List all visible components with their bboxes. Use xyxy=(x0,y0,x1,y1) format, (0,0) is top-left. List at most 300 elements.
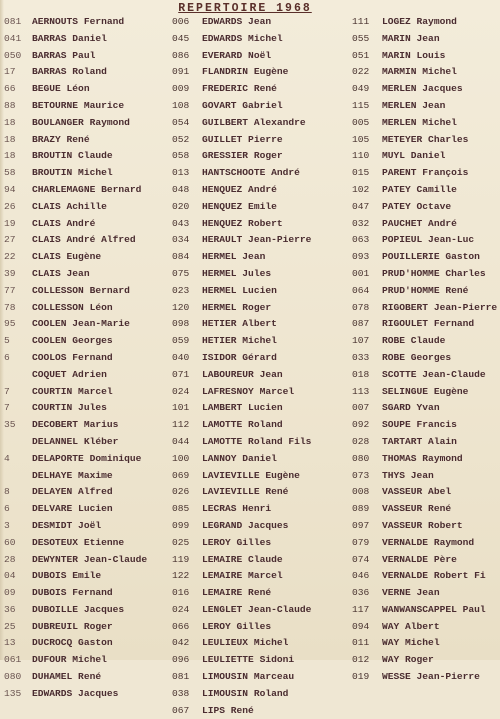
entry-number: 092 xyxy=(352,419,370,431)
directory-entry xyxy=(352,48,498,65)
entry-name: WAY Michel xyxy=(382,637,440,649)
directory-entry xyxy=(352,568,498,585)
entry-name: LAMOTTE Roland Fils xyxy=(202,435,312,447)
directory-entry xyxy=(352,518,498,535)
entry-name: ROBE Claude xyxy=(382,335,446,347)
entry-name: MARIN Jean xyxy=(382,32,440,44)
entry-name: ISIDOR Gérard xyxy=(202,351,277,363)
entry-name: FREDERIC René xyxy=(202,83,277,95)
entry-name: POPIEUL Jean-Luc xyxy=(382,234,475,246)
directory-entry xyxy=(172,115,352,132)
directory-entry xyxy=(172,468,352,485)
directory-entry xyxy=(172,619,352,636)
entry-number: 58 xyxy=(4,167,16,179)
directory-entry xyxy=(4,182,170,199)
entry-number: 032 xyxy=(352,217,370,229)
entry-number: 60 xyxy=(4,536,16,548)
directory-entry xyxy=(4,417,170,434)
entry-number: 040 xyxy=(172,351,190,363)
directory-entry xyxy=(172,98,352,115)
directory-entry xyxy=(352,400,498,417)
entry-number: 087 xyxy=(352,318,370,330)
entry-number: 108 xyxy=(172,99,190,111)
entry-number: 39 xyxy=(4,267,16,279)
directory-entry xyxy=(352,148,498,165)
directory-entry xyxy=(4,14,170,31)
entry-number: 5 xyxy=(4,335,10,347)
entry-number: 064 xyxy=(352,284,370,296)
entry-name: DUHAMEL René xyxy=(32,671,102,683)
entry-number: 120 xyxy=(172,301,190,313)
entry-name: HANTSCHOOTE André xyxy=(202,167,300,179)
directory-entry xyxy=(4,367,170,384)
entry-number: 110 xyxy=(352,150,370,162)
directory-entry xyxy=(352,266,498,283)
page-title: REPERTOIRE 1968 xyxy=(178,2,312,15)
directory-entry xyxy=(172,81,352,98)
entry-name: LEGRAND Jacques xyxy=(202,519,289,531)
entry-name: PAUCHET André xyxy=(382,217,457,229)
entry-name: EVERARD Noël xyxy=(202,49,272,61)
directory-entry xyxy=(172,300,352,317)
entry-number: 102 xyxy=(352,183,370,195)
directory-entry xyxy=(352,417,498,434)
entry-number: 25 xyxy=(4,620,16,632)
directory-entry xyxy=(172,199,352,216)
entry-number: 036 xyxy=(352,587,370,599)
entry-number: 041 xyxy=(4,32,22,44)
entry-number: 6 xyxy=(4,503,10,515)
entry-name: RIGOBERT Jean-Pierre xyxy=(382,301,498,313)
entry-number: 122 xyxy=(172,570,190,582)
directory-entry xyxy=(4,400,170,417)
directory-entry xyxy=(4,585,170,602)
entry-name: GRESSIER Roger xyxy=(202,150,283,162)
entry-number: 022 xyxy=(352,66,370,78)
entry-name: ROBE Georges xyxy=(382,351,452,363)
entry-name: COURTIN Jules xyxy=(32,402,107,414)
entry-name: GOVART Gabriel xyxy=(202,99,283,111)
entry-number: 067 xyxy=(172,704,190,716)
entry-name: METEYER Charles xyxy=(382,133,469,145)
entry-number: 081 xyxy=(172,671,190,683)
directory-entry xyxy=(352,585,498,602)
entry-number: 018 xyxy=(352,368,370,380)
entry-name: SCOTTE Jean-Claude xyxy=(382,368,486,380)
entry-number: 28 xyxy=(4,553,16,565)
directory-entry xyxy=(4,132,170,149)
directory-entry xyxy=(352,635,498,652)
entry-name: VASSEUR René xyxy=(382,503,452,515)
directory-entry xyxy=(172,216,352,233)
directory-entry xyxy=(352,535,498,552)
directory-entry xyxy=(4,48,170,65)
directory-entry xyxy=(4,199,170,216)
entry-name: PATEY Camille xyxy=(382,183,457,195)
entry-number: 063 xyxy=(352,234,370,246)
entry-number: 042 xyxy=(172,637,190,649)
entry-number: 059 xyxy=(172,335,190,347)
entry-number: 038 xyxy=(172,687,190,699)
directory-entry xyxy=(352,98,498,115)
entry-name: HERMEL Jean xyxy=(202,251,266,263)
entry-name: COLLESSON Léon xyxy=(32,301,113,313)
entry-number: 098 xyxy=(172,318,190,330)
entry-number: 024 xyxy=(172,603,190,615)
directory-entry xyxy=(352,283,498,300)
entry-number: 17 xyxy=(4,66,16,78)
entry-number: 034 xyxy=(172,234,190,246)
entry-name: BARRAS Daniel xyxy=(32,32,107,44)
directory-entry xyxy=(172,417,352,434)
directory-entry xyxy=(352,552,498,569)
entry-number: 95 xyxy=(4,318,16,330)
entry-number: 27 xyxy=(4,234,16,246)
directory-entry xyxy=(352,182,498,199)
entry-name: LIPS René xyxy=(202,704,254,716)
directory-entry xyxy=(172,669,352,686)
directory-entry xyxy=(4,115,170,132)
directory-entry xyxy=(352,316,498,333)
directory-entry xyxy=(352,199,498,216)
directory-entry xyxy=(172,165,352,182)
entry-number: 22 xyxy=(4,251,16,263)
entry-name: LAVIEVILLE Eugène xyxy=(202,469,300,481)
entry-name: LIMOUSIN Marceau xyxy=(202,671,295,683)
entry-number: 097 xyxy=(352,519,370,531)
entry-number: 024 xyxy=(172,385,190,397)
entry-number: 77 xyxy=(4,284,16,296)
entry-name: CLAIS Achille xyxy=(32,200,107,212)
entry-name: SGARD Yvan xyxy=(382,402,440,414)
entry-number: 19 xyxy=(4,217,16,229)
entry-name: WAY Albert xyxy=(382,620,440,632)
entry-number: 052 xyxy=(172,133,190,145)
entry-number: 09 xyxy=(4,587,16,599)
entry-name: LANNOY Daniel xyxy=(202,452,277,464)
entry-name: LIMOUSIN Roland xyxy=(202,687,289,699)
entry-name: HETIER Michel xyxy=(202,335,277,347)
directory-entry xyxy=(172,350,352,367)
directory-entry xyxy=(352,652,498,669)
entry-name: POUILLERIE Gaston xyxy=(382,251,480,263)
entry-name: DUCROCQ Gaston xyxy=(32,637,113,649)
entry-name: BRAZY René xyxy=(32,133,90,145)
entry-name: LEMAIRE René xyxy=(202,587,272,599)
entry-name: HERAULT Jean-Pierre xyxy=(202,234,312,246)
directory-entry xyxy=(352,115,498,132)
entry-name: LECRAS Henri xyxy=(202,503,272,515)
entry-name: LEULIETTE Sidoni xyxy=(202,654,295,666)
directory-entry xyxy=(4,635,170,652)
entry-number: 18 xyxy=(4,116,16,128)
entry-number: 061 xyxy=(4,654,22,666)
directory-entry xyxy=(172,400,352,417)
directory-entry xyxy=(4,501,170,518)
entry-number: 013 xyxy=(172,167,190,179)
entry-name: BARRAS Paul xyxy=(32,49,96,61)
directory-entry xyxy=(172,384,352,401)
directory-entry xyxy=(4,468,170,485)
entry-number: 079 xyxy=(352,536,370,548)
directory-entry xyxy=(172,64,352,81)
entry-number: 66 xyxy=(4,83,16,95)
entry-number: 050 xyxy=(4,49,22,61)
entry-name: LABOUREUR Jean xyxy=(202,368,283,380)
entry-name: VERNALDE Robert Fi xyxy=(382,570,486,582)
entry-name: COQUET Adrien xyxy=(32,368,107,380)
entry-name: MERLEN Michel xyxy=(382,116,457,128)
directory-entry xyxy=(172,652,352,669)
directory-entry xyxy=(4,300,170,317)
entry-number: 054 xyxy=(172,116,190,128)
entry-name: BETOURNE Maurice xyxy=(32,99,125,111)
directory-entry xyxy=(172,316,352,333)
entry-number: 016 xyxy=(172,587,190,599)
entry-number: 8 xyxy=(4,486,10,498)
directory-entry xyxy=(172,283,352,300)
entry-number: 3 xyxy=(4,519,10,531)
entry-name: LEROY Gilles xyxy=(202,536,272,548)
entry-name: MERLEN Jacques xyxy=(382,83,463,95)
entry-number: 020 xyxy=(172,200,190,212)
entry-name: LAMOTTE Roland xyxy=(202,419,283,431)
directory-entry xyxy=(4,602,170,619)
entry-number: 18 xyxy=(4,150,16,162)
entry-number: 18 xyxy=(4,133,16,145)
directory-entry xyxy=(352,367,498,384)
entry-name: MERLEN Jean xyxy=(382,99,446,111)
directory-entry xyxy=(352,165,498,182)
entry-name: DEWYNTER Jean-Claude xyxy=(32,553,148,565)
entry-name: TARTART Alain xyxy=(382,435,457,447)
entry-number: 099 xyxy=(172,519,190,531)
entry-name: DUBOIS Fernand xyxy=(32,587,113,599)
directory-entry xyxy=(4,249,170,266)
entry-number: 011 xyxy=(352,637,370,649)
entry-number: 080 xyxy=(352,452,370,464)
directory-entry xyxy=(352,468,498,485)
entry-name: HERMEL Roger xyxy=(202,301,272,313)
entry-number: 033 xyxy=(352,351,370,363)
entry-name: DESOTEUX Etienne xyxy=(32,536,125,548)
directory-entry xyxy=(172,635,352,652)
entry-name: DELVARE Lucien xyxy=(32,503,113,515)
directory-entry xyxy=(352,232,498,249)
directory-entry xyxy=(172,602,352,619)
entry-name: MARMIN Michel xyxy=(382,66,457,78)
entry-number: 071 xyxy=(172,368,190,380)
directory-entry xyxy=(352,384,498,401)
entry-name: CLAIS Jean xyxy=(32,267,90,279)
directory-entry xyxy=(4,216,170,233)
entry-name: DELANNEL Kléber xyxy=(32,435,119,447)
entry-name: LEMAIRE Marcel xyxy=(202,570,283,582)
entry-number: 093 xyxy=(352,251,370,263)
directory-entry xyxy=(4,81,170,98)
directory-entry xyxy=(172,451,352,468)
directory-entry xyxy=(172,14,352,31)
entry-number: 113 xyxy=(352,385,370,397)
entry-name: WAY Roger xyxy=(382,654,434,666)
entry-name: VASSEUR Robert xyxy=(382,519,463,531)
entry-number: 089 xyxy=(352,503,370,515)
entry-number: 048 xyxy=(172,183,190,195)
entry-name: AERNOUTS Fernand xyxy=(32,16,125,27)
entry-name: CLAIS Eugène xyxy=(32,251,102,263)
entry-name: LENGLET Jean-Claude xyxy=(202,603,312,615)
entry-number: 111 xyxy=(352,16,370,27)
entry-name: COURTIN Marcel xyxy=(32,385,113,397)
entry-name: VERNE Jean xyxy=(382,587,440,599)
entry-number: 025 xyxy=(172,536,190,548)
entry-name: EDWARDS Michel xyxy=(202,32,283,44)
entry-number: 049 xyxy=(352,83,370,95)
directory-entry xyxy=(172,333,352,350)
directory-entry xyxy=(4,568,170,585)
entry-name: WESSE Jean-Pierre xyxy=(382,671,480,683)
directory-entry xyxy=(4,98,170,115)
entry-number: 046 xyxy=(352,570,370,582)
entry-name: HERMEL Jules xyxy=(202,267,272,279)
entry-number: 04 xyxy=(4,570,16,582)
entry-name: HERMEL Lucien xyxy=(202,284,277,296)
entry-number: 94 xyxy=(4,183,16,195)
directory-entry xyxy=(172,703,352,719)
entry-name: BROUTIN Claude xyxy=(32,150,113,162)
entry-number: 001 xyxy=(352,267,370,279)
directory-entry xyxy=(4,552,170,569)
directory-entry xyxy=(4,266,170,283)
entry-number: 096 xyxy=(172,654,190,666)
directory-entry xyxy=(352,31,498,48)
entry-number: 086 xyxy=(172,49,190,61)
entry-number: 069 xyxy=(172,469,190,481)
directory-entry xyxy=(352,350,498,367)
entry-name: THYS Jean xyxy=(382,469,434,481)
entry-name: GUILLET Pierre xyxy=(202,133,283,145)
entry-number: 094 xyxy=(352,620,370,632)
directory-entry xyxy=(4,350,170,367)
entry-name: COOLEN Jean-Marie xyxy=(32,318,130,330)
entry-name: EDWARDS Jacques xyxy=(32,687,119,699)
directory-entry xyxy=(352,64,498,81)
entry-number: 074 xyxy=(352,553,370,565)
entry-number: 080 xyxy=(4,671,22,683)
directory-entry xyxy=(4,451,170,468)
entry-name: HENQUEZ Robert xyxy=(202,217,283,229)
directory-entry xyxy=(4,484,170,501)
directory-entry xyxy=(4,686,170,703)
entry-name: CHARLEMAGNE Bernard xyxy=(32,183,142,195)
directory-entry xyxy=(352,300,498,317)
entry-name: BEGUE Léon xyxy=(32,83,90,95)
directory-entry xyxy=(4,652,170,669)
directory-entry xyxy=(172,48,352,65)
entry-number: 026 xyxy=(172,486,190,498)
directory-entry xyxy=(352,602,498,619)
directory-entry xyxy=(4,64,170,81)
column-3 xyxy=(352,14,498,686)
directory-entry xyxy=(172,367,352,384)
entry-name: DUBREUIL Roger xyxy=(32,620,113,632)
entry-number: 058 xyxy=(172,150,190,162)
entry-name: PRUD'HOMME René xyxy=(382,284,469,296)
entry-name: FLANDRIN Eugène xyxy=(202,66,289,78)
entry-name: HENQUEZ André xyxy=(202,183,277,195)
entry-name: BARRAS Roland xyxy=(32,66,107,78)
entry-number: 045 xyxy=(172,32,190,44)
entry-name: SELINGUE Eugène xyxy=(382,385,469,397)
directory-entry xyxy=(4,165,170,182)
directory-entry xyxy=(4,518,170,535)
directory-entry xyxy=(172,568,352,585)
directory-entry xyxy=(4,619,170,636)
entry-name: LEROY Gilles xyxy=(202,620,272,632)
entry-name: HENQUEZ Emile xyxy=(202,200,277,212)
entry-name: RIGOULET Fernand xyxy=(382,318,475,330)
entry-number: 36 xyxy=(4,603,16,615)
directory-entry xyxy=(4,333,170,350)
entry-name: BROUTIN Michel xyxy=(32,167,113,179)
entry-name: CLAIS André xyxy=(32,217,96,229)
entry-number: 023 xyxy=(172,284,190,296)
directory-entry xyxy=(4,669,170,686)
directory-entry xyxy=(352,451,498,468)
entry-number: 7 xyxy=(4,385,10,397)
entry-number: 091 xyxy=(172,66,190,78)
directory-entry xyxy=(172,585,352,602)
entry-name: EDWARDS Jean xyxy=(202,16,272,27)
entry-name: DELAYEN Alfred xyxy=(32,486,113,498)
entry-name: HETIER Albert xyxy=(202,318,277,330)
entry-number: 115 xyxy=(352,99,370,111)
entry-number: 028 xyxy=(352,435,370,447)
entry-number: 4 xyxy=(4,452,10,464)
directory-entry xyxy=(4,283,170,300)
entry-name: DUBOILLE Jacques xyxy=(32,603,125,615)
entry-number: 006 xyxy=(172,16,190,27)
entry-number: 78 xyxy=(4,301,16,313)
directory-entry xyxy=(352,333,498,350)
entry-name: COOLOS Fernand xyxy=(32,351,113,363)
entry-number: 066 xyxy=(172,620,190,632)
entry-name: COLLESSON Bernard xyxy=(32,284,130,296)
entry-number: 101 xyxy=(172,402,190,414)
entry-number: 078 xyxy=(352,301,370,313)
entry-name: DESMIDT Joël xyxy=(32,519,102,531)
entry-name: WANWANSCAPPEL Paul xyxy=(382,603,486,615)
directory-entry xyxy=(172,552,352,569)
entry-number: 075 xyxy=(172,267,190,279)
entry-number: 112 xyxy=(172,419,190,431)
entry-number: 7 xyxy=(4,402,10,414)
entry-number: 35 xyxy=(4,419,16,431)
entry-number: 005 xyxy=(352,116,370,128)
entry-name: LEMAIRE Claude xyxy=(202,553,283,565)
directory-entry xyxy=(352,14,498,31)
entry-number: 055 xyxy=(352,32,370,44)
entry-number: 044 xyxy=(172,435,190,447)
directory-entry xyxy=(352,216,498,233)
entry-name: LAVIEVILLE René xyxy=(202,486,289,498)
entry-number: 135 xyxy=(4,687,22,699)
entry-name: LOGEZ Raymond xyxy=(382,16,457,27)
directory-entry xyxy=(172,686,352,703)
directory-entry xyxy=(352,249,498,266)
directory-entry xyxy=(172,182,352,199)
entry-name: PATEY Octave xyxy=(382,200,452,212)
